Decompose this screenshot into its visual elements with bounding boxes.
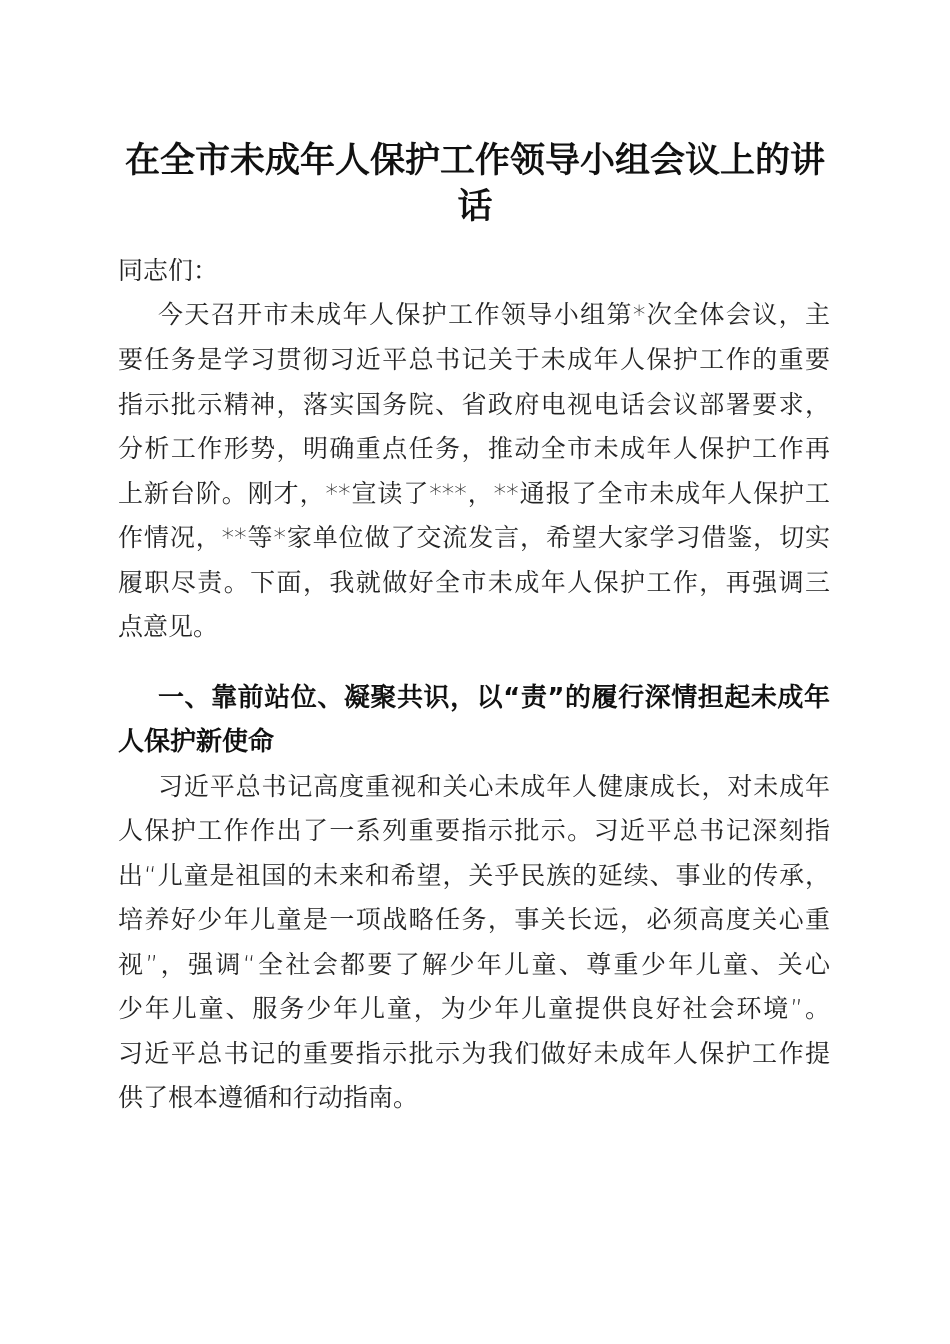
section-heading-1-line-1: 一、靠前站位、凝聚共识，以“责”的履行深情担起未成年 — [158, 683, 830, 713]
paragraph-2-line-1: 习近平总书记高度重视和关心未成年人健康成长，对未成年 — [158, 772, 830, 801]
paragraph-1-line-8: 点意见。 — [118, 612, 219, 641]
salutation: 同志们： — [118, 256, 219, 285]
paragraph-2-line-4: 培养好少年儿童是一项战略任务，事关长远，必须高度关心重 — [118, 905, 830, 934]
paragraph-1-line-3: 指示批示精神，落实国务院、省政府电视电话会议部署要求， — [118, 390, 830, 419]
paragraph-1-line-1: 今天召开市未成年人保护工作领导小组第*次全体会议，主 — [158, 300, 830, 329]
document-title-line-2: 话 — [457, 186, 493, 227]
paragraph-2-line-3: 出“儿童是祖国的未来和希望，关乎民族的延续、事业的传承， — [118, 861, 830, 890]
paragraph-2-line-8: 供了根本遵循和行动指南。 — [118, 1083, 419, 1112]
paragraph-1-line-6: 作情况，**等*家单位做了交流发言，希望大家学习借鉴，切实 — [118, 523, 830, 552]
paragraph-2-line-2: 人保护工作作出了一系列重要指示批示。习近平总书记深刻指 — [118, 816, 830, 845]
paragraph-2-line-7: 习近平总书记的重要指示批示为我们做好未成年人保护工作提 — [118, 1039, 830, 1068]
paragraph-2-line-6: 少年儿童、服务少年儿童，为少年儿童提供良好社会环境”。 — [118, 994, 830, 1023]
paragraph-1-line-4: 分析工作形势，明确重点任务，推动全市未成年人保护工作再 — [118, 434, 830, 463]
paragraph-1-line-5: 上新台阶。刚才，**宣读了***，**通报了全市未成年人保护工 — [118, 479, 830, 508]
paragraph-1-line-2: 要任务是学习贯彻习近平总书记关于未成年人保护工作的重要 — [118, 345, 830, 374]
paragraph-2-line-5: 视”，强调“全社会都要了解少年儿童、尊重少年儿童、关心 — [118, 950, 830, 979]
paragraph-1-line-7: 履职尽责。下面，我就做好全市未成年人保护工作，再强调三 — [118, 568, 830, 597]
section-heading-1-line-2: 人保护新使命 — [118, 727, 275, 757]
document-title-line-1: 在全市未成年人保护工作领导小组会议上的讲 — [124, 140, 825, 181]
